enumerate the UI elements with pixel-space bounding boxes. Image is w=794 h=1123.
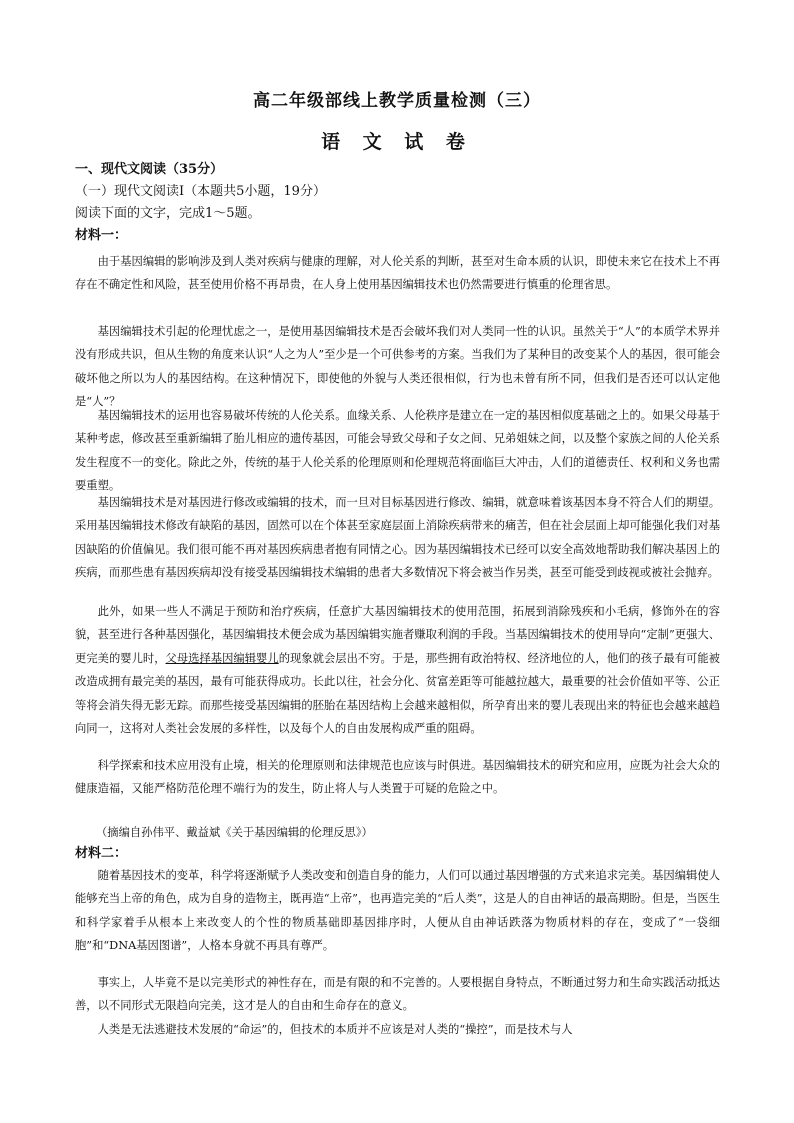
material-two-label: 材料二： (75, 846, 128, 861)
material-one-source: （摘编自孙伟平、戴益斌《关于基因编辑的伦理反思》） (96, 826, 373, 839)
material-one-paragraph-2: 基因编辑技术引起的伦理忧虑之一，是使用基因编辑技术是否会破坏我们对人类同一性的认识。虽然关于“人”的本质学术界并没有形成共识，但从生物的角度来认识“人之为人”至少是一个可供参考的方案。当我们为了某种目的改变某个人的基因，很可能会破坏他之所以为人的基因结构。在这种情况下，即使他的外貌与人类还很相似，行为也未曾有所不同，但我们是否还可以认定他是“人”？ (75, 325, 720, 409)
sub-section-heading: （一）现代文阅读Ⅰ（本题共5小题，19分） (75, 184, 326, 199)
material-one-paragraph-6: 科学探索和技术应用没有止境，相关的伦理原则和法律规范也应该与时俱进。基因编辑技术的研究和应用，应既为社会大众的健康造福，又能严格防范伦理不端行为的发生，防止将人与人类置于可疑的危险之中。 (75, 759, 720, 796)
material-one-paragraph-5 (75, 600, 720, 740)
material-two-paragraph-3: 人类是无法逃避技术发展的“命运”的，但技术的本质并不应该是对人类的“操控”，而是技术与人 (97, 1023, 573, 1036)
reading-instruction: 阅读下面的文字，完成1～5题。 (75, 206, 261, 221)
material-one-paragraph-3: 基因编辑技术的运用也容易破坏传统的人伦关系。血缘关系、人伦秩序是建立在一定的基因相似度基础之上的。如果父母基于某种考虑，修改甚至重新编辑了胎儿相应的遗传基因，可能会导致父母和子女之间、兄弟姐妹之间，以及整个家族之间的人伦关系发生程度不一的变化。除此之外，传统的基于人伦关系的伦理原则和伦理规范将面临巨大冲击，人们的道德责任、权利和义务也需要重塑。 (75, 409, 720, 493)
exam-subtitle: 语 文 试 卷 (321, 131, 473, 153)
material-one-paragraph-1: 由于基因编辑的影响涉及到人类对疾病与健康的理解，对人伦关系的判断，甚至对生命本质的认识，即使未来它在技术上不再存在不确定性和风险，甚至使用价格不再昂贵，在人身上使用基因编辑技术也仍然需要进行慎重的伦理省思。 (75, 255, 720, 292)
material-one-label: 材料一： (75, 228, 128, 243)
material-one-paragraph-4: 基因编辑技术是对基因进行修改或编辑的技术，而一旦对目标基因进行修改、编辑，就意味着该基因本身不符合人们的期望。采用基因编辑技术修改有缺陷的基因，固然可以在个体甚至家庭层面上消除疾病带来的痛苦，但在社会层面上却可能强化我们对基因缺陷的价值偏见。我们很可能不再对基因疾病患者抱有同情之心。因为基因编辑技术已经可以安全高效地帮助我们解决基因上的疾病，而那些患有基因疾病却没有接受基因编辑技术编辑的患者大多数情况下将会被当作另类，甚至可能受到歧视或被社会抛弃。 (75, 496, 720, 580)
material-two-paragraph-1: 随着基因技术的变革，科学将逐渐赋予人类改变和创造自身的能力，人们可以通过基因增强的方式来追求完美。基因编辑使人能够充当上帝的角色，成为自身的造物主，既再造“上帝”，也再造完美的“后人类”，这是人的自由神话的最高期盼。但是，当医生和科学家着手从根本上来改变人的个性的物质基础即基因排序时，人便从自由神话跌落为物质材料的存在，变成了“一袋细胞”和“DNA基因图谱”，人格本身就不再具有尊严。 (75, 869, 720, 953)
section-heading: 一、现代文阅读（35分） (75, 162, 224, 177)
paragraph-5-text-b: 的现象就会层出不穷。于是，那些拥有政治特权、经济地位的人，他们的孩子最有可能被改造成拥有最完美的基因，最有可能获得成功。长此以往，社会分化、贫富差距等可能越拉越大，最重要的社会价值如平等、公正等将会消失得无影无踪。而那些接受基因编辑的胚胎在基因结构上会越来越相似，所孕育出来的婴儿表现出来的特征也会越来越趋向同一，这将对人类社会发展的多样性，以及每个人的自由发展构成严重的阻碍。 (75, 651, 720, 736)
underlined-phrase: 父母选择基因编辑婴儿 (165, 651, 279, 665)
paragraph-5-text-a: 此外，如果一些人不满足于预防和治疗疾病，任意扩大基因编辑技术的使用范围，拓展到消除残疾和小毛病，修饰外在的容貌，甚至进行各种基因强化，基因编辑技术便会成为基因编辑实施者赚取利润的手段。当基因编辑技术的使用导向“定制”更强大、更完美的婴儿时， (75, 605, 720, 665)
exam-title: 高二年级部线上教学质量检测（三） (253, 91, 541, 111)
material-two-paragraph-2: 事实上，人毕竟不是以完美形式的神性存在，而是有限的和不完善的。人要根据自身特点，不断通过努力和生命实践活动抵达善，以不同形式无限趋向完美，这才是人的自由和生命存在的意义。 (75, 976, 720, 1013)
